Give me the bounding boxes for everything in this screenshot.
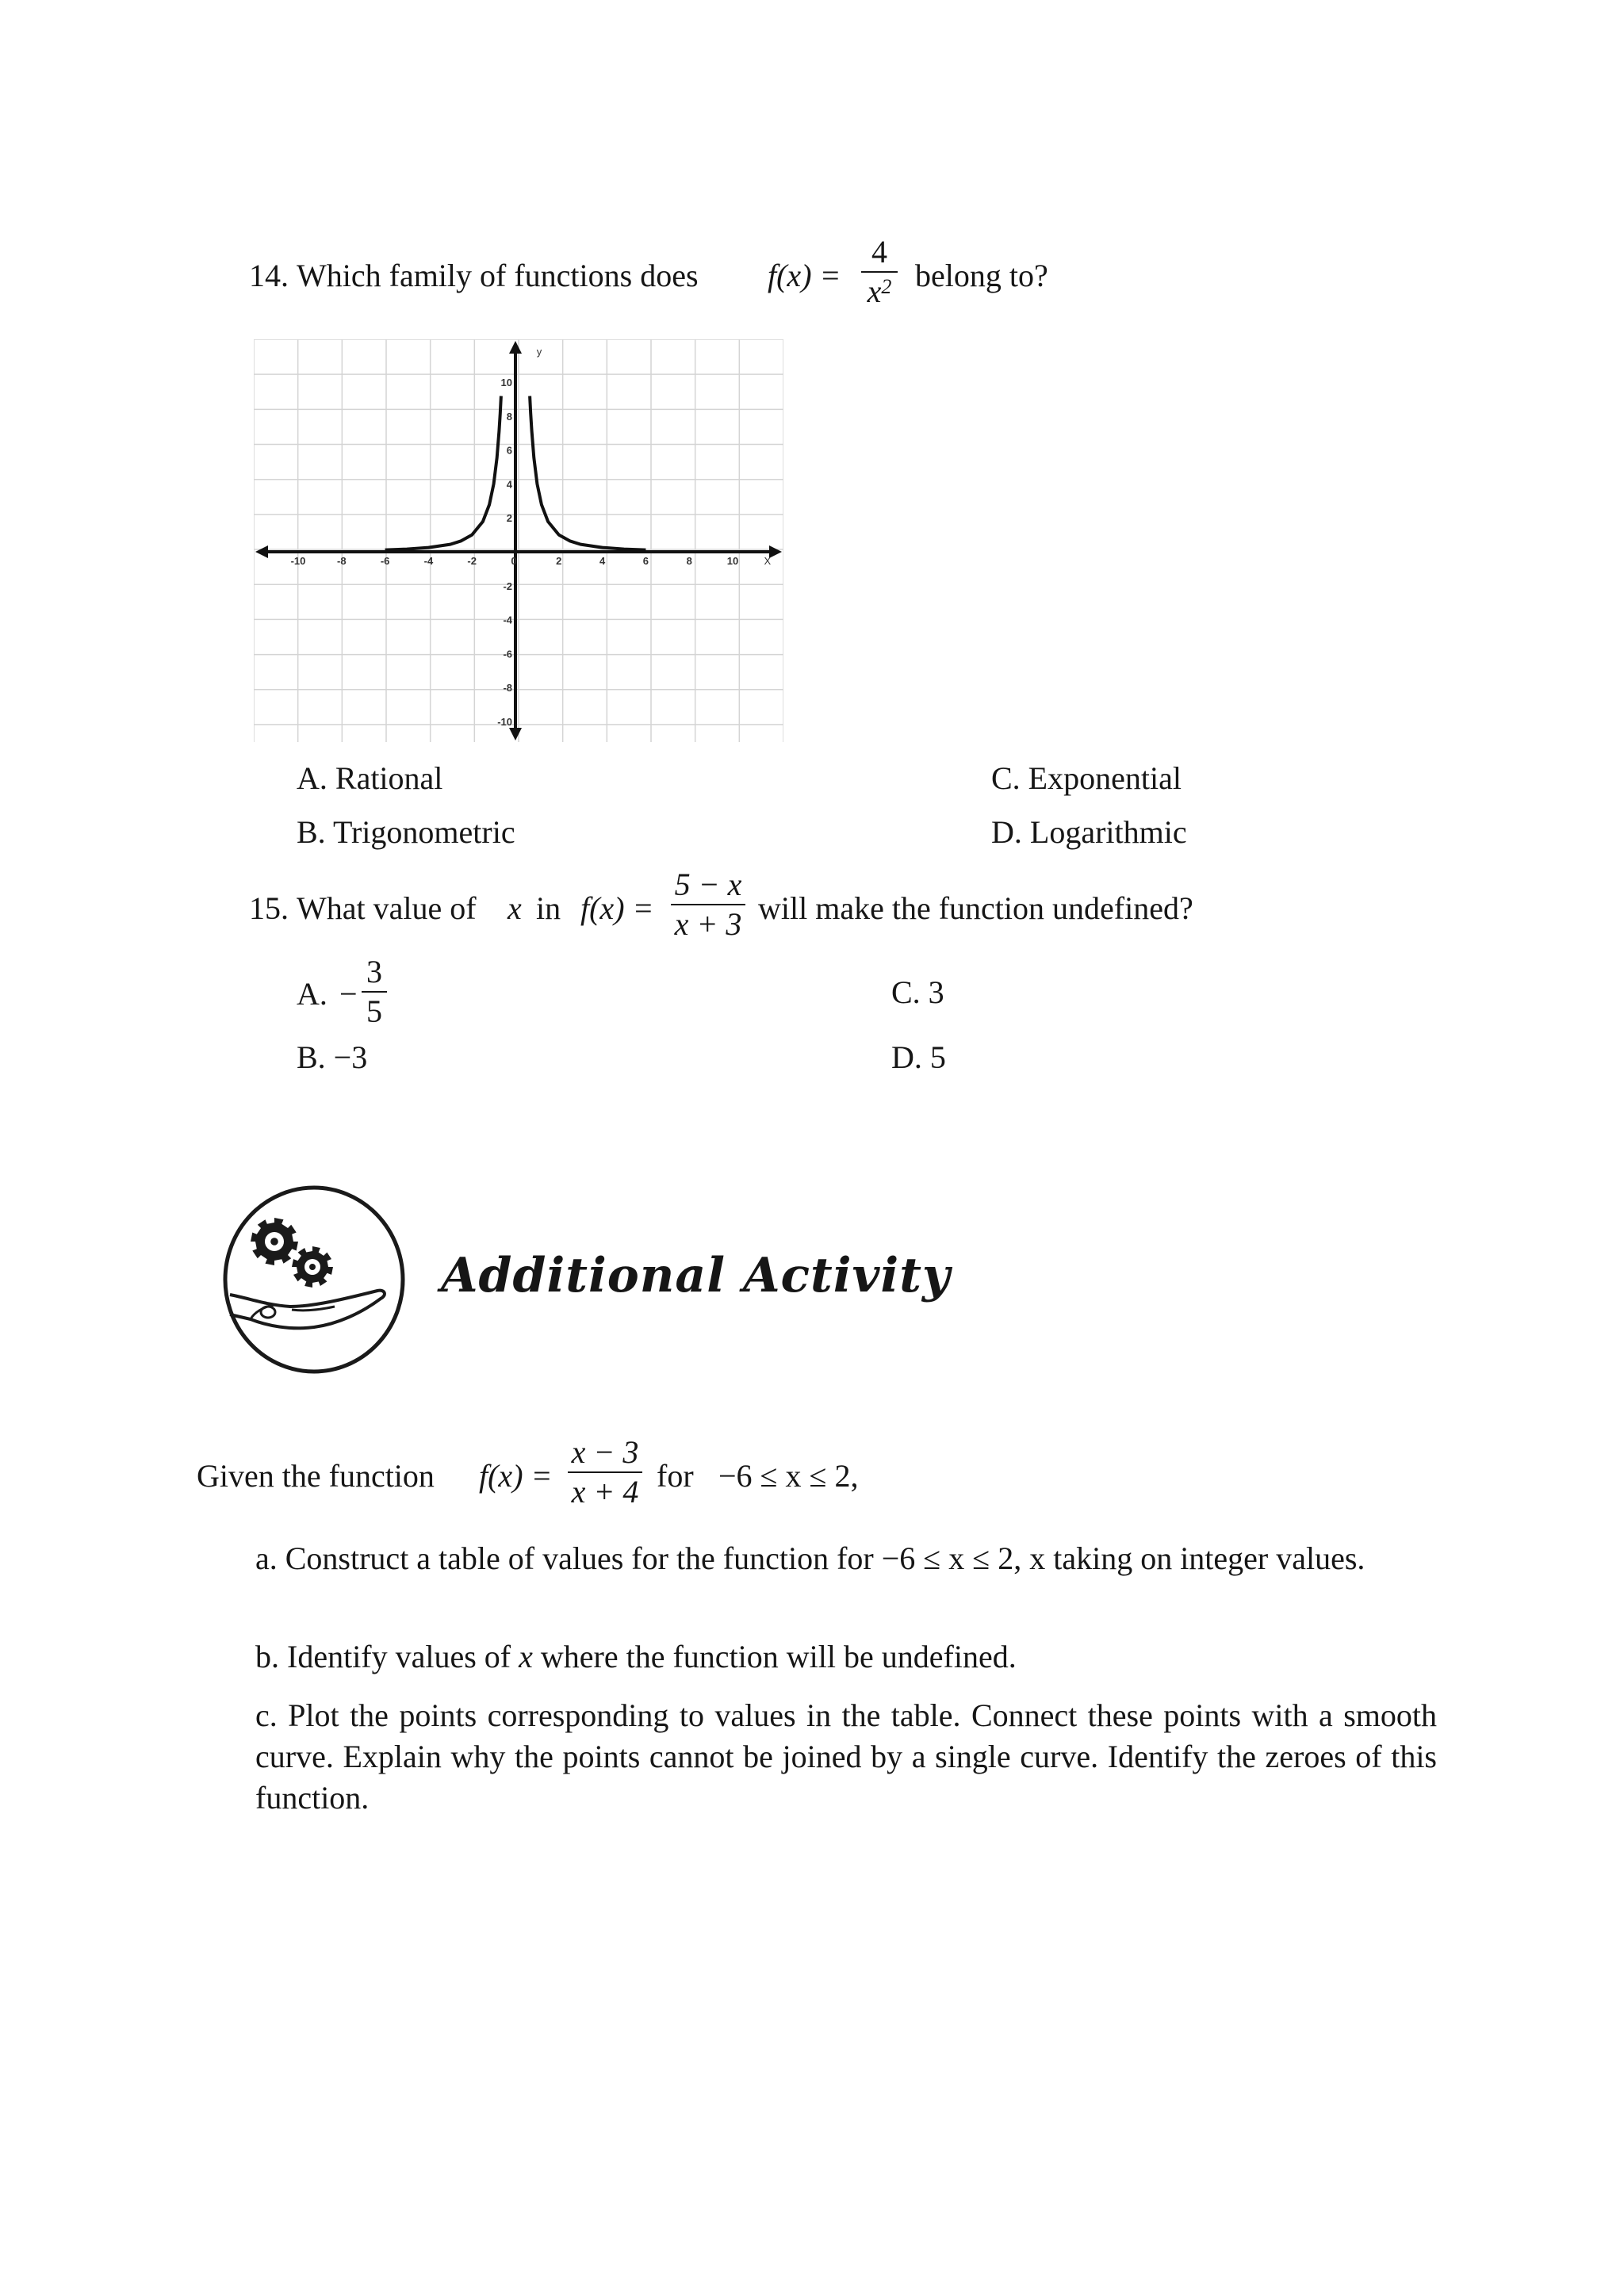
q15-stem-end: will make the function undefined? — [758, 890, 1193, 926]
q14-frac-den: $x^2$ — [867, 274, 892, 309]
q14-fraction — [861, 235, 898, 309]
x-tick-label: 8 — [686, 555, 692, 567]
q14-choice-d[interactable]: D. Logarithmic — [991, 814, 1187, 850]
x-tick-label: 6 — [642, 555, 649, 567]
q15-choice-a-sign: − — [339, 976, 358, 1012]
x-tick-label: -10 — [290, 555, 306, 567]
q14-fx-label: f(x) = — [768, 258, 841, 293]
q15-fraction — [671, 867, 745, 942]
q15-a-num: 3 — [366, 954, 382, 989]
curve-branch-left — [385, 396, 501, 550]
q14-choice-a[interactable]: A. Rational — [297, 760, 443, 796]
activity-item-b: b. Identify values of x where the function will be undefined. — [255, 1639, 1017, 1674]
fraction-bar — [671, 904, 745, 905]
x-tick-label: 0 — [511, 555, 517, 567]
gear-hub — [309, 1264, 316, 1270]
y-tick-label: 10 — [500, 377, 512, 388]
x-tick-label: -8 — [337, 555, 347, 567]
y-axis-arrow-up — [509, 341, 522, 354]
q15-choice-a-fraction — [362, 955, 387, 1029]
q15-choice-b[interactable]: B. −3 — [297, 1039, 368, 1075]
y-axis-label: y — [536, 346, 542, 358]
x-tick-label: -2 — [467, 555, 477, 567]
gear-hub — [270, 1238, 278, 1246]
given-frac-num: x − 3 — [571, 1434, 639, 1470]
x-tick-label: 10 — [726, 555, 739, 567]
q15-number: 15. — [249, 890, 289, 926]
x-axis-arrow-left — [255, 545, 268, 558]
y-tick-label: 4 — [506, 478, 512, 491]
q14-stem-end: belong to? — [915, 258, 1048, 293]
x-tick-label: 2 — [556, 555, 562, 567]
q14-choice-c[interactable]: C. Exponential — [991, 760, 1182, 796]
given-for: for — [657, 1458, 694, 1494]
q14-choice-b[interactable]: B. Trigonometric — [297, 814, 515, 850]
x-tick-label: 4 — [599, 555, 606, 567]
y-tick-label: -4 — [503, 614, 512, 626]
q15-var: x — [508, 890, 522, 926]
x-tick-label: -4 — [423, 555, 434, 567]
q15-choice-c[interactable]: C. 3 — [891, 974, 944, 1010]
function-graph — [254, 339, 783, 742]
y-tick-label: 6 — [506, 444, 512, 457]
q15-in: in — [536, 890, 561, 926]
q15-choice-a-letter: A. — [297, 976, 327, 1012]
x-axis-label: X — [764, 555, 772, 567]
y-tick-label: 8 — [506, 410, 512, 423]
q15-a-den: 5 — [366, 993, 382, 1029]
x-axis-arrow-right — [769, 545, 782, 558]
q15-choice-d[interactable]: D. 5 — [891, 1039, 946, 1075]
activity-item-c: c. Plot the points corresponding to values in the table. Connect these points with a smooth curve. Explain why the points cannot be joined by a single curve. Identify the zeroes of this function. — [255, 1697, 1437, 1816]
given-text: Given the function — [197, 1458, 435, 1494]
fraction-bar — [362, 991, 387, 993]
q14-stem: Which family of functions does — [297, 258, 699, 293]
y-tick-label: -10 — [497, 716, 512, 728]
fraction-bar — [568, 1471, 642, 1473]
given-fx-label: f(x) = — [479, 1458, 553, 1494]
activity-item-a: a. Construct a table of values for the function for −6 ≤ x ≤ 2, x taking on integer values. — [255, 1540, 1365, 1576]
fraction-bar — [861, 271, 898, 273]
x-tick-label: -6 — [380, 555, 390, 567]
y-tick-label: -8 — [503, 682, 512, 695]
q15-stem: What value of — [297, 890, 477, 926]
activity-title: Additional Activity — [441, 1248, 951, 1303]
q14-frac-num: 4 — [871, 234, 887, 270]
curve-branch-right — [530, 396, 645, 550]
activity-gears-hand-icon — [219, 1180, 409, 1380]
q15-choice-a[interactable] — [297, 975, 327, 1013]
y-tick-label: -2 — [503, 580, 512, 592]
q15-fx-label: f(x) = — [580, 890, 654, 926]
graph-grid — [254, 339, 783, 742]
q14-number: 14. — [249, 258, 289, 293]
given-frac-den: x + 4 — [571, 1474, 639, 1510]
given-range: −6 ≤ x ≤ 2, — [718, 1458, 859, 1494]
y-tick-label: 2 — [506, 512, 512, 525]
y-axis-arrow-down — [509, 728, 522, 740]
y-tick-label: -6 — [503, 648, 512, 660]
q15-frac-den: x + 3 — [674, 906, 742, 942]
q15-frac-num: 5 − x — [674, 867, 742, 902]
given-fraction — [568, 1435, 642, 1510]
